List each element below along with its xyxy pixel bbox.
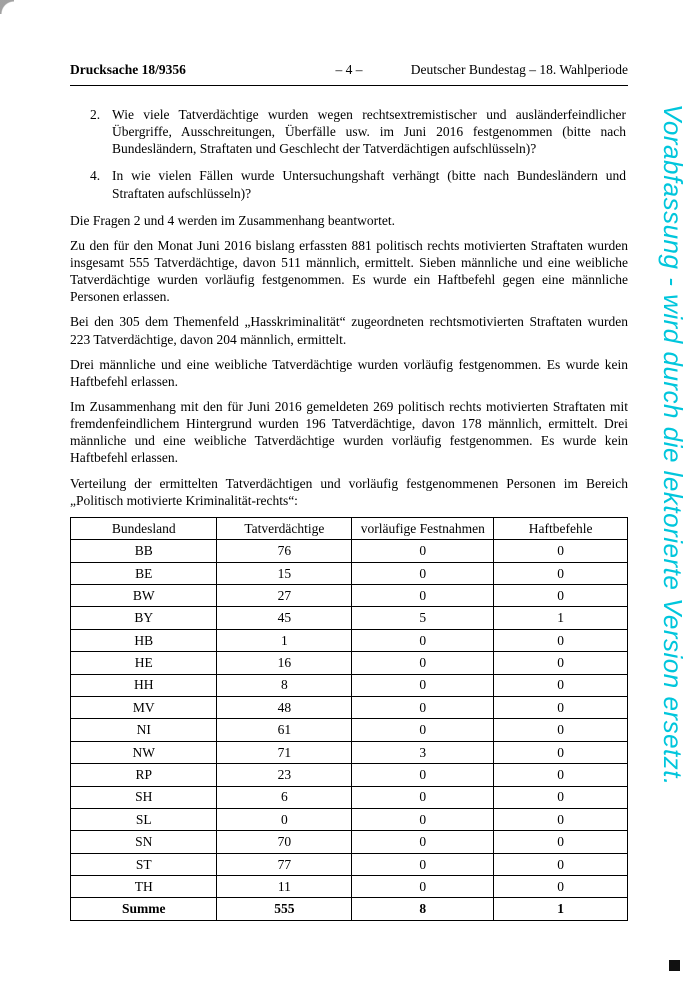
- questions-list: [70, 106, 628, 202]
- table-cell: 0: [352, 652, 494, 674]
- table-row: [71, 584, 628, 606]
- page-header: [70, 62, 628, 86]
- table-row: [71, 786, 628, 808]
- table-cell: 0: [352, 764, 494, 786]
- scan-artifact-mark: [669, 960, 680, 971]
- statistics-table: [70, 517, 628, 921]
- table-row: [71, 853, 628, 875]
- table-row: [71, 540, 628, 562]
- table-cell: NI: [71, 719, 217, 741]
- table-cell: 77: [217, 853, 352, 875]
- table-cell: 23: [217, 764, 352, 786]
- question-item: [88, 167, 628, 201]
- table-cell: BE: [71, 562, 217, 584]
- table-cell: 76: [217, 540, 352, 562]
- paragraph: Zu den für den Monat Juni 2016 bislang erfassten 881 politisch rechts motivierten Straftaten wurden insgesamt 555 Tatverdächtige, davon 511 männlich, ermittelt. Sieben männliche und eine weibliche Tatverdächtige wurden vorläufig festgenommen. Es wurde ein Haftbefehl gegen eine männliche Personen erlassen.: [70, 237, 628, 305]
- parliament-label: Deutscher Bundestag – 18. Wahlperiode: [410, 62, 628, 77]
- table-cell: 6: [217, 786, 352, 808]
- paragraph: Bei den 305 dem Themenfeld „Hasskriminalität“ zugeordneten rechtsmotivierten Straftaten wurden 223 Tatverdächtige, davon 204 männlich, ermittelt.: [70, 314, 628, 347]
- table-cell: 0: [352, 786, 494, 808]
- paragraph: Drei männliche und eine weibliche Tatverdächtige wurden vorläufig festgenommen. Es wurde kein Haftbefehl erlassen.: [70, 356, 628, 389]
- table-header-cell: Bundesland: [71, 517, 217, 539]
- table-row: [71, 898, 628, 920]
- draft-watermark: Vorabfassung - wird durch die lektorierte Version ersetzt.: [658, 104, 688, 786]
- table-cell: 45: [217, 607, 352, 629]
- table-cell: 61: [217, 719, 352, 741]
- question-number: 4.: [90, 168, 101, 184]
- table-cell: 0: [217, 808, 352, 830]
- table-header-cell: Haftbefehle: [494, 517, 628, 539]
- table-cell: 1: [494, 898, 628, 920]
- table-cell: 0: [352, 584, 494, 606]
- table-row: [71, 696, 628, 718]
- table-row: [71, 808, 628, 830]
- table-cell: 16: [217, 652, 352, 674]
- table-cell: NW: [71, 741, 217, 763]
- table-cell: 0: [494, 741, 628, 763]
- table-row: [71, 629, 628, 651]
- table-cell: 0: [352, 562, 494, 584]
- table-cell: 0: [494, 719, 628, 741]
- table-cell: ST: [71, 853, 217, 875]
- table-row: [71, 719, 628, 741]
- table-cell: 0: [494, 853, 628, 875]
- table-row: [71, 764, 628, 786]
- table-cell: 0: [494, 629, 628, 651]
- table-header-cell: Tatverdächtige: [217, 517, 352, 539]
- table-row: [71, 831, 628, 853]
- question-text: Wie viele Tatverdächtige wurden wegen rechtsextremistischer und ausländerfeindlicher Übergriffe, Ausschreitungen, Überfälle usw. im Juni 2016 festgenommen (bitte nach Bundesländern, Straftaten und Geschlecht der Tatverdächtigen aufschlüsseln)?: [112, 107, 626, 157]
- table-header-row: [71, 517, 628, 539]
- table-cell: 0: [352, 674, 494, 696]
- table-cell: 71: [217, 741, 352, 763]
- table-header-cell: vorläufige Festnahmen: [352, 517, 494, 539]
- table-row: [71, 741, 628, 763]
- paragraph: Verteilung der ermittelten Tatverdächtigen und vorläufig festgenommenen Personen im Bereich „Politisch motivierte Kriminalität-rechts“:: [70, 475, 628, 508]
- table-cell: 8: [352, 898, 494, 920]
- table-row: [71, 607, 628, 629]
- table-cell: 0: [494, 674, 628, 696]
- question-number: 2.: [90, 107, 101, 122]
- table-row: [71, 876, 628, 898]
- table-row: [71, 652, 628, 674]
- table-cell: 15: [217, 562, 352, 584]
- table-cell: 0: [494, 764, 628, 786]
- table-cell: 0: [352, 696, 494, 718]
- table-cell: 555: [217, 898, 352, 920]
- table-cell: 11: [217, 876, 352, 898]
- table-cell: SH: [71, 786, 217, 808]
- table-cell: 27: [217, 584, 352, 606]
- table-cell: BY: [71, 607, 217, 629]
- table-cell: BB: [71, 540, 217, 562]
- table-cell: 0: [494, 808, 628, 830]
- table-cell: Summe: [71, 898, 217, 920]
- question-text: In wie vielen Fällen wurde Untersuchungshaft verhängt (bitte nach Bundesländern und Straftaten aufschlüsseln)?: [112, 168, 626, 201]
- table-cell: 0: [494, 786, 628, 808]
- table-cell: 1: [217, 629, 352, 651]
- table-cell: 0: [352, 629, 494, 651]
- table-cell: HB: [71, 629, 217, 651]
- table-cell: 48: [217, 696, 352, 718]
- table-cell: BW: [71, 584, 217, 606]
- table-cell: 0: [494, 831, 628, 853]
- scan-artifact-corner: [0, 0, 14, 14]
- table-cell: 3: [352, 741, 494, 763]
- table-cell: 0: [494, 652, 628, 674]
- table-row: [71, 674, 628, 696]
- table-cell: HE: [71, 652, 217, 674]
- document-body: [70, 106, 628, 921]
- table-cell: 0: [352, 876, 494, 898]
- document-number: Drucksache 18/9356: [70, 62, 186, 77]
- table-cell: 0: [494, 540, 628, 562]
- table-cell: 5: [352, 607, 494, 629]
- table-cell: 0: [352, 808, 494, 830]
- paragraphs: [70, 212, 628, 509]
- paragraph: Die Fragen 2 und 4 werden im Zusammenhang beantwortet.: [70, 212, 396, 228]
- table-row: [71, 562, 628, 584]
- table-cell: 0: [352, 540, 494, 562]
- table-cell: 70: [217, 831, 352, 853]
- table-cell: TH: [71, 876, 217, 898]
- table-cell: RP: [71, 764, 217, 786]
- question-item: [88, 106, 628, 157]
- table-cell: 0: [352, 831, 494, 853]
- page-number: – 4 –: [335, 62, 363, 77]
- table-cell: MV: [71, 696, 217, 718]
- paragraph: Im Zusammenhang mit den für Juni 2016 gemeldeten 269 politisch rechts motivierten Straftaten mit fremdenfeindlichem Hintergrund wurden 196 Tatverdächtige, davon 178 männlich, ermittelt. Drei männliche und eine weibliche Tatverdächtige wurden vorläufig festgenommen. Es wurde kein Haftbefehl erlassen.: [70, 398, 628, 466]
- table-cell: HH: [71, 674, 217, 696]
- table-cell: 8: [217, 674, 352, 696]
- table-cell: 0: [352, 853, 494, 875]
- table-cell: SL: [71, 808, 217, 830]
- table-cell: SN: [71, 831, 217, 853]
- table-cell: 0: [494, 562, 628, 584]
- table-cell: 0: [494, 876, 628, 898]
- table-cell: 0: [494, 584, 628, 606]
- table-cell: 0: [494, 696, 628, 718]
- table-head: [71, 517, 628, 539]
- table-body: [71, 540, 628, 921]
- table-cell: 1: [494, 607, 628, 629]
- table-cell: 0: [352, 719, 494, 741]
